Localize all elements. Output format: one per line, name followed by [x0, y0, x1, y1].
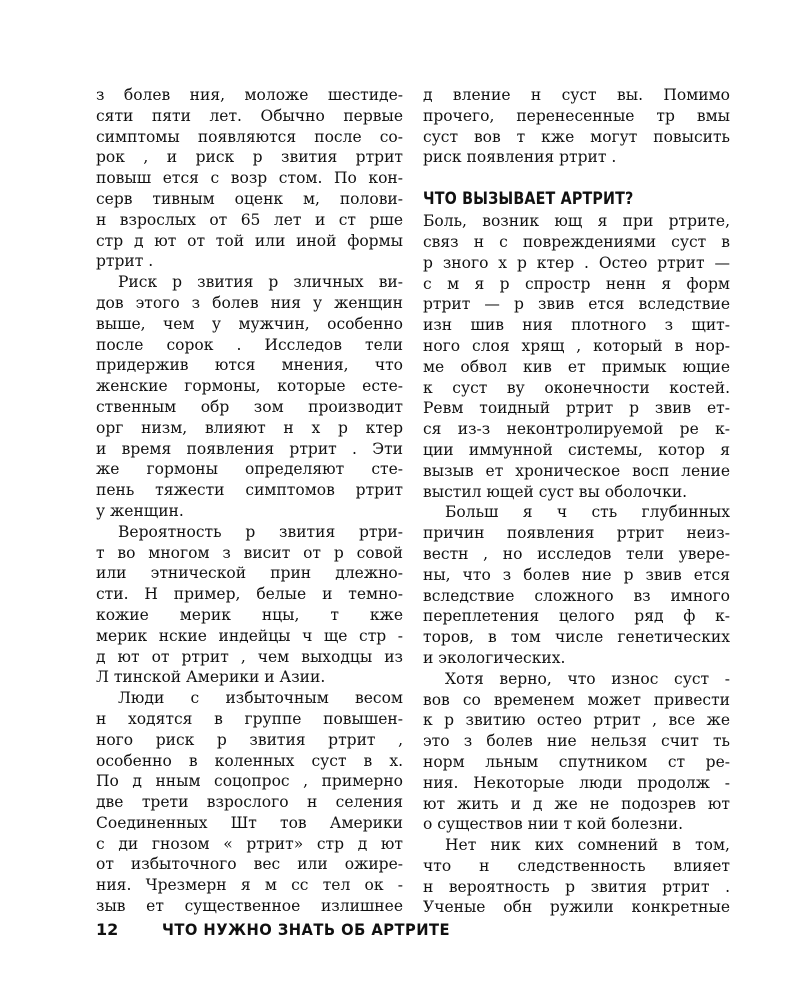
- text-line: к суст ву оконечности костей.: [423, 378, 730, 397]
- text-line: Л тинской Америки и Азии.: [96, 668, 326, 687]
- section-heading: ЧТО ВЫЗЫВАЕТ АРТРИТ?: [423, 189, 634, 210]
- text-line: и экологических.: [423, 648, 566, 667]
- left-text-column: [96, 85, 403, 917]
- text-line: с м я р спростр ненн я форм: [423, 274, 730, 293]
- text-line: Хотя верно, что износ суст -: [445, 669, 730, 688]
- text-line: риск появления ртрит .: [423, 148, 617, 167]
- text-line: з болев ния, моложе шестиде-: [96, 86, 403, 104]
- text-line: суст вов т кже могут повысить: [423, 127, 730, 146]
- text-line: вызыв ет хроническое восп ление: [423, 461, 730, 480]
- text-line: торов, в том числе генетических: [423, 628, 730, 647]
- text-line: две трети взрослого н селения: [96, 793, 403, 812]
- page-number: 12: [96, 920, 119, 939]
- text-line: к р звитию остео ртрит , все же: [423, 711, 730, 730]
- text-line: у женщин.: [96, 501, 184, 520]
- text-line: прочего, перенесенные тр вмы: [423, 106, 730, 125]
- text-line: Ревм тоидный ртрит р звив ет-: [423, 399, 730, 418]
- text-line: ния. Некоторые люди продолж -: [423, 773, 730, 792]
- text-line: ртрит .: [96, 252, 154, 271]
- text-line: серв тивным оценк м, полови-: [96, 189, 403, 208]
- text-line: вов со временем может привести: [423, 690, 730, 709]
- text-line: сяти пяти лет. Обычно первые: [96, 106, 403, 125]
- text-line: Ученые обн ружили конкретные: [423, 898, 730, 917]
- text-line: ртрит — р звив ется вследствие: [423, 295, 730, 314]
- text-line: Нет ник ких сомнений в том,: [445, 836, 730, 855]
- text-line: Вероятность р звития ртри-: [118, 522, 403, 541]
- text-line: Риск р звития р зличных ви-: [118, 273, 403, 292]
- text-line: т во многом з висит от р совой: [96, 543, 403, 562]
- text-line: и время появления ртрит . Эти: [96, 439, 403, 458]
- text-line: выстил ющей суст вы оболочки.: [423, 482, 688, 501]
- text-line: от избыточного вес или ожире-: [96, 855, 403, 874]
- text-line: Больш я ч сть глубинных: [445, 503, 730, 522]
- text-line: вестн , но исследов тели увере-: [423, 544, 730, 563]
- text-line: изн шив ния плотного з щит-: [423, 316, 730, 335]
- text-line: выше, чем у мужчин, особенно: [96, 314, 403, 333]
- text-line: зыв ет существенное излишнее: [96, 897, 403, 916]
- text-line: орг низм, влияют н х р ктер: [96, 418, 403, 437]
- text-line: вследствие сложного вз имного: [423, 586, 730, 605]
- text-line: По д нным соцопрос , примерно: [96, 772, 403, 791]
- text-line: рок , и риск р звития ртрит: [96, 148, 403, 167]
- text-line: ме обвол кив ет примык ющие: [423, 357, 730, 376]
- right-text-column: [423, 85, 730, 918]
- text-line: придержив ются мнения, что: [96, 356, 403, 375]
- text-line: Боль, возник ющ я при ртрите,: [423, 212, 730, 231]
- running-title: ЧТО НУЖНО ЗНАТЬ ОБ АРТРИТЕ: [162, 920, 451, 939]
- text-line: связ н с повреждениями суст в: [423, 232, 730, 251]
- text-line: Люди с избыточным весом: [118, 689, 403, 708]
- text-line: кожие мерик нцы, т кже: [96, 605, 403, 624]
- text-line: ции иммунной системы, котор я: [423, 440, 730, 459]
- text-line: пень тяжести симптомов ртрит: [96, 481, 403, 500]
- text-line: симптомы появляются после со-: [96, 127, 403, 146]
- text-line: особенно в коленных суст в х.: [96, 751, 403, 770]
- text-line: н вероятность р звития ртрит .: [423, 877, 730, 896]
- text-line: н ходятся в группе повышен-: [96, 709, 403, 728]
- text-line: переплетения целого ряд ф к-: [423, 607, 730, 626]
- text-line: о существов нии т кой болезни.: [423, 815, 684, 834]
- text-line: Соединенных Шт тов Америки: [96, 813, 403, 832]
- text-line: что н следственность влияет: [423, 856, 730, 875]
- text-line: стр д ют от той или иной формы: [96, 231, 403, 250]
- text-line: это з болев ние нельзя счит ть: [423, 732, 730, 751]
- text-line: же гормоны определяют сте-: [96, 460, 403, 479]
- text-line: ного риск р звития ртрит ,: [96, 730, 403, 749]
- text-line: мерик нские индейцы ч ще стр -: [96, 626, 403, 645]
- text-line: ного слоя хрящ , который в нор-: [423, 336, 730, 355]
- text-line: д ют от ртрит , чем выходцы из: [96, 647, 403, 666]
- text-line: после сорок . Исследов тели: [96, 335, 403, 354]
- text-line: д вление н суст вы. Помимо: [423, 86, 730, 104]
- text-line: ния. Чрезмерн я м сс тел ок -: [96, 876, 403, 895]
- text-line: ны, что з болев ние р звив ется: [423, 565, 730, 584]
- text-line: причин появления ртрит неиз-: [423, 524, 730, 543]
- text-line: повыш ется с возр стом. По кон-: [96, 169, 403, 188]
- text-line: женские гормоны, которые есте-: [96, 377, 403, 396]
- text-line: или этнической прин длежно-: [96, 564, 403, 583]
- text-line: ся из-з неконтролируемой ре к-: [423, 420, 730, 439]
- text-line: норм льным спутником ст ре-: [423, 752, 730, 771]
- text-line: ют жить и д же не подозрев ют: [423, 794, 730, 813]
- text-line: дов этого з болев ния у женщин: [96, 293, 403, 312]
- text-line: сти. Н пример, белые и темно-: [96, 585, 403, 604]
- text-line: р зного х р ктер . Остео ртрит —: [423, 253, 730, 272]
- text-line: ственным обр зом производит: [96, 397, 403, 416]
- text-line: с ди гнозом « ртрит» стр д ют: [96, 834, 403, 853]
- text-line: н взрослых от 65 лет и ст рше: [96, 210, 403, 229]
